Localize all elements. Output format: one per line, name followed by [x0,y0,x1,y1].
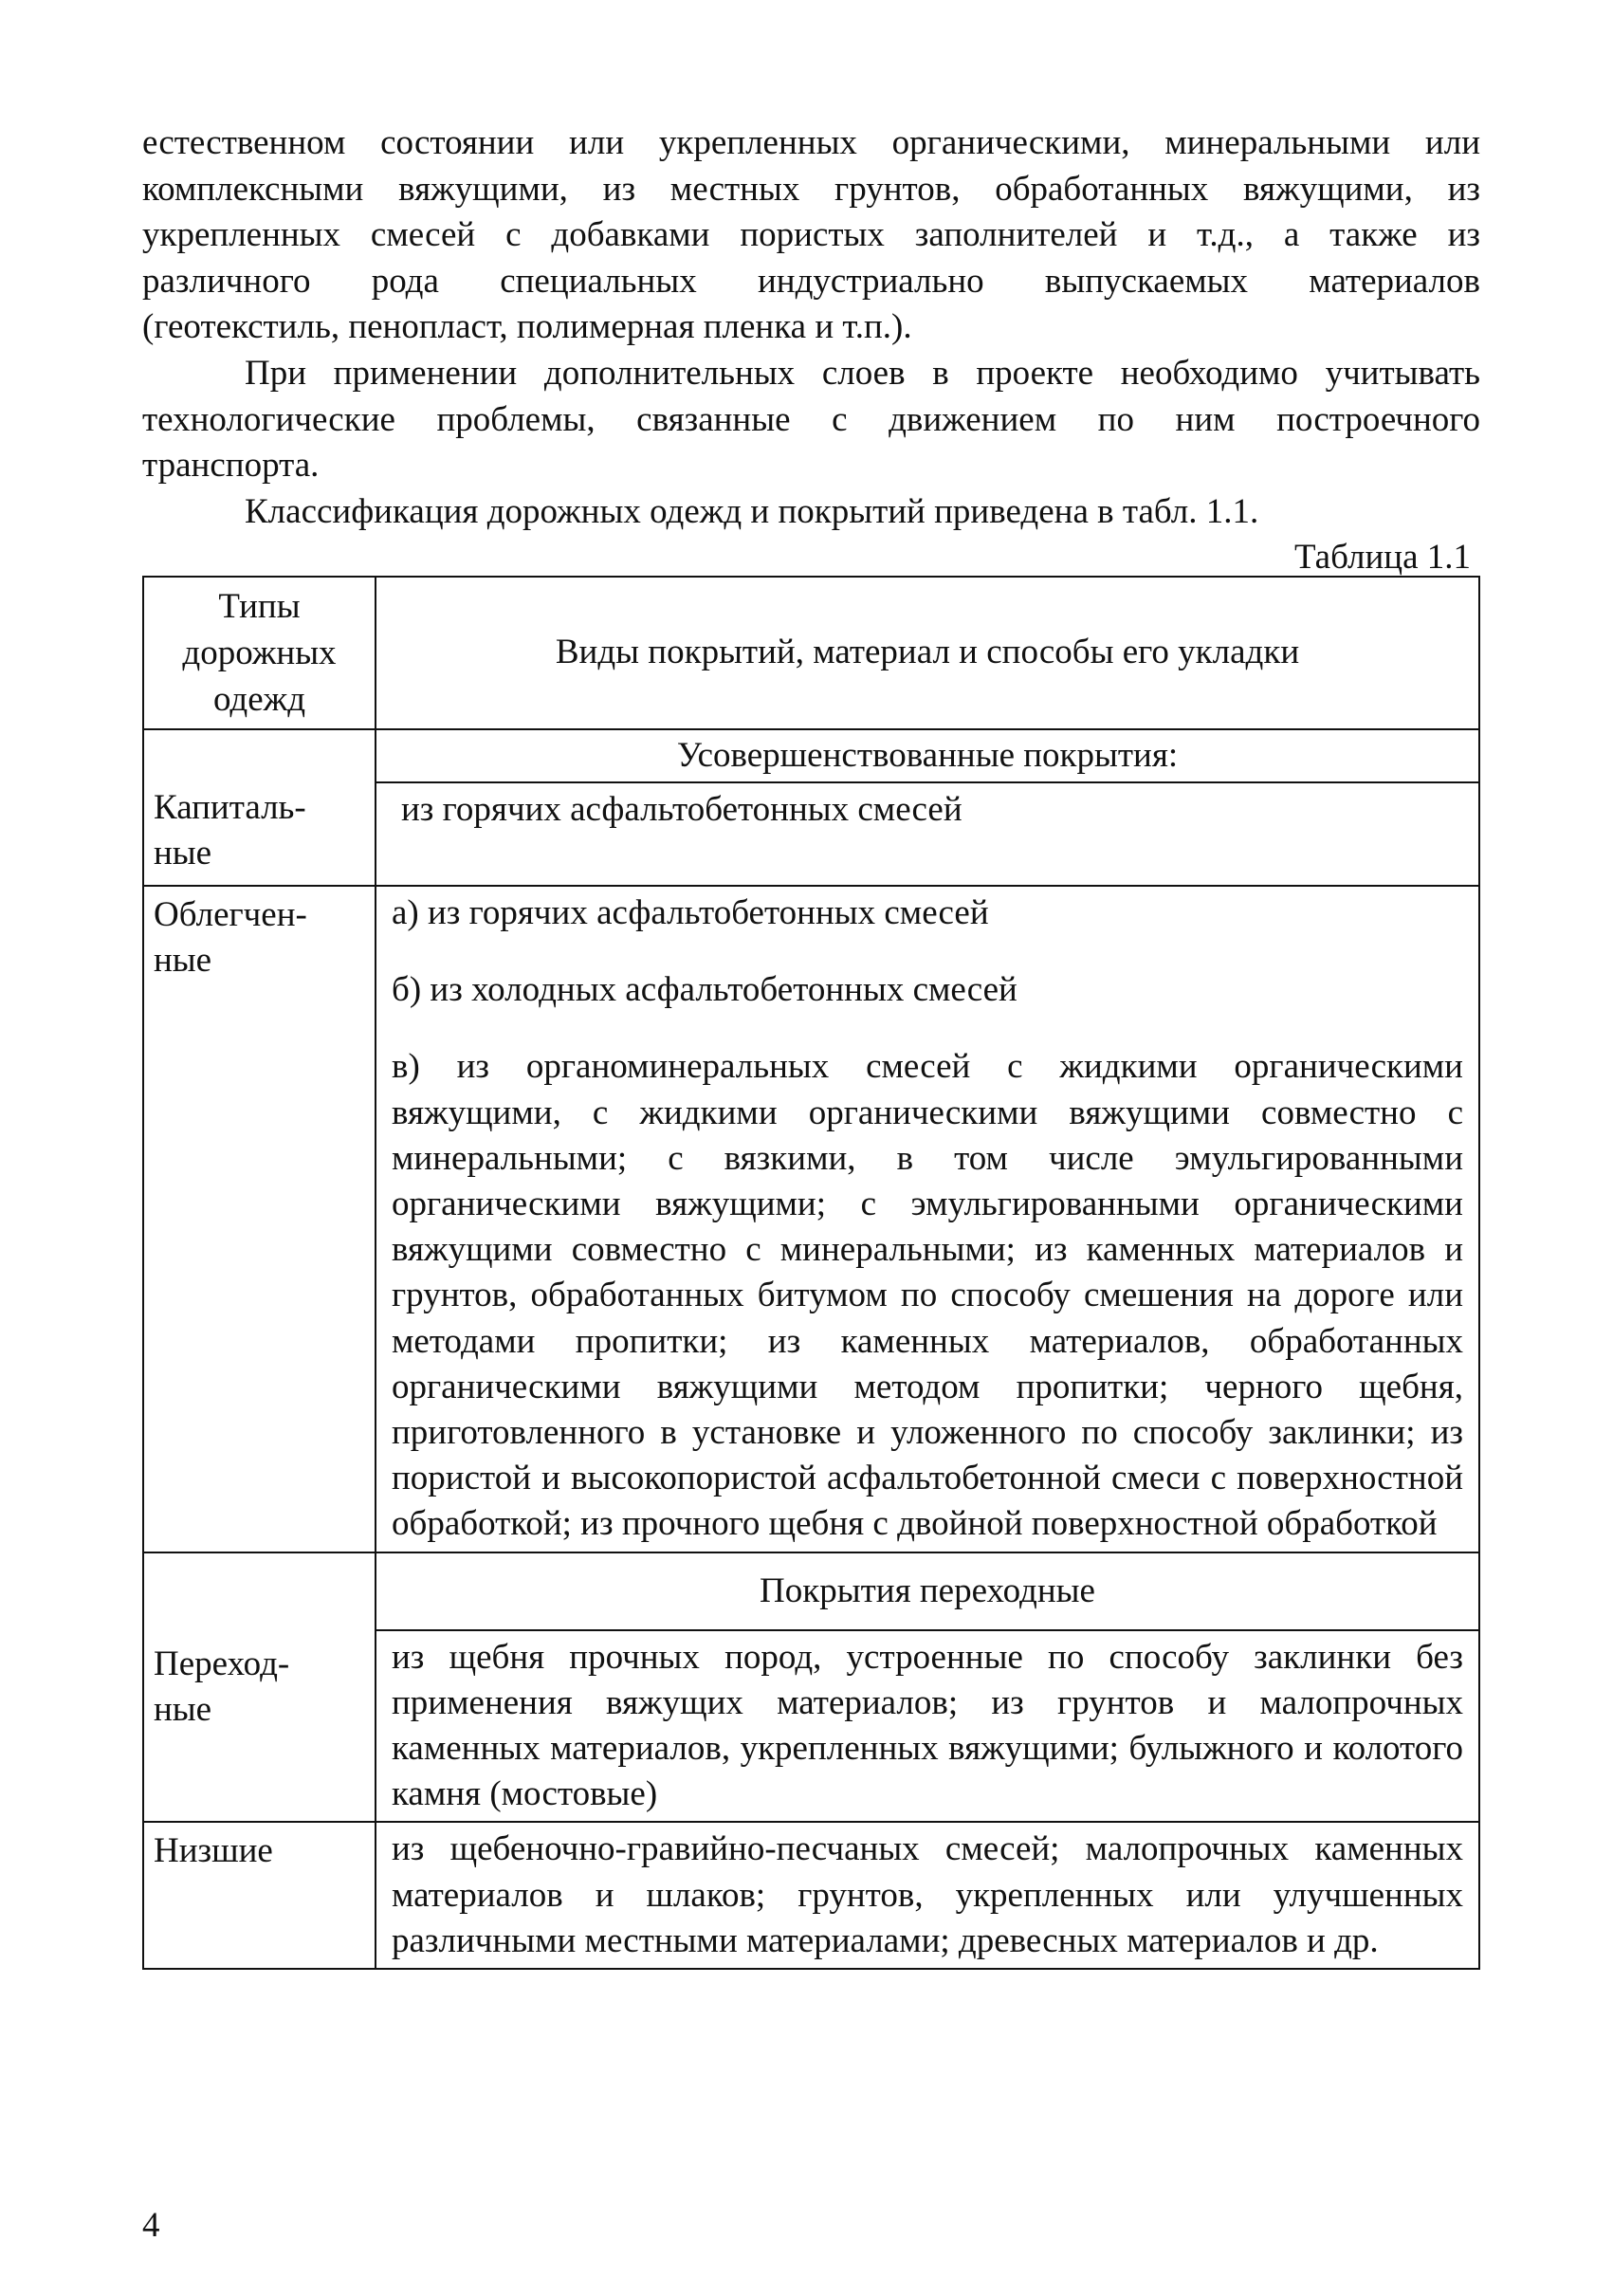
light-item-v: в) из органоминеральных смесей с жидкими органическими вяжущими, с жидкими органическими вяжущими совместно с минеральными; с вязкими, в том числе эмульгированными органическими вяжущими; с эмульгированными органическими вяжущими совместно с минеральными; из каменных материалов и грунтов, обработанных битумом по способу смешения на дороге или методами пропитки; из каменных материалов, обработанных органическими вяжущими методом пропитки; черного щебня, приготовленного в установке и уложенного по способу заклинки; из пористой и высокопористой асфальтобетонной смеси с поверхностной обработкой; из прочного щебня с двойной поверхностной обработкой [392,1047,1463,1544]
table-header-row [143,577,1479,729]
section-row [143,729,1479,782]
section-row [143,1552,1479,1630]
section-title-transitional: Покрытия переходные [376,1552,1479,1630]
intro-line: различного рода специальных индустриально выпускаемых материалов [142,261,1480,301]
intro-line: укрепленных смесей с добавками пористых заполнителей и т.д., а также из [142,215,1480,255]
paragraph-line: При применении дополнительных слоев в проекте необходимо учитывать [245,354,1480,393]
classification-paragraph [142,489,1480,536]
type-line: ные [154,941,212,981]
header-kinds-cell: Виды покрытий, материал и способы его укладки [376,577,1479,729]
cell-capital-text: из горячих асфальтобетонных смесей [376,782,1479,886]
header-types-cell [143,577,376,729]
paragraph-line: технологические проблемы, связанные с движением по ним построечного [142,399,1480,439]
table-row [143,886,1479,1552]
paragraph-line: транспорта. [142,446,320,486]
table-row [143,1822,1479,1969]
type-line: ные [154,834,212,873]
page-number: 4 [142,2206,160,2245]
additional-layers-paragraph [142,351,1480,489]
light-item-a: а) из горячих асфальтобетонных смесей [392,893,989,932]
lower-text: из щебеночно-гравийно-песчаных смесей; малопрочных каменных материалов и шлаков; грунтов, укрепленных или улучшенных различными местными материалами; древесных материалов и др. [392,1829,1463,1960]
type-line: Капиталь- [154,788,306,827]
header-line: дорожных [182,634,337,672]
header-line: одежд [212,680,306,719]
section-title-improved: Усовершенствованные покрытия: [376,729,1479,782]
intro-line: комплексными вяжущими, из местных грунтов, обработанных вяжущими, из [142,169,1480,209]
cell-transitional-text [376,1630,1479,1823]
type-line: Переход- [154,1644,290,1683]
header-line: Типы [218,587,301,626]
type-cell-capital [143,729,376,886]
cell-light-text [376,886,1479,1552]
light-item-b: б) из холодных асфальтобетонных смесей [392,970,1017,1010]
type-cell-lower: Низшие [143,1822,376,1969]
type-line: Облегчен- [154,895,307,934]
type-line: ные [154,1689,212,1729]
intro-line: естественном состоянии или укрепленных органическими, минеральными или [142,123,1480,162]
paragraph-line: Классификация дорожных одежд и покрытий приведена в табл. 1.1. [245,492,1259,531]
cell-lower-text [376,1822,1479,1969]
intro-paragraph [142,120,1480,351]
intro-line: (геотекстиль, пенопласт, полимерная пленка и т.п.). [142,307,912,347]
type-cell-transitional [143,1552,376,1823]
transitional-text: из щебня прочных пород, устроенные по способу заклинки без применения вяжущих материалов; из грунтов и малопрочных каменных материалов, укрепленных вяжущими; булыжного и колотого камня (мостовые) [392,1637,1463,1814]
table-caption: Таблица 1.1 [1294,538,1471,577]
type-cell-light [143,886,376,1552]
classification-table [142,576,1480,1970]
